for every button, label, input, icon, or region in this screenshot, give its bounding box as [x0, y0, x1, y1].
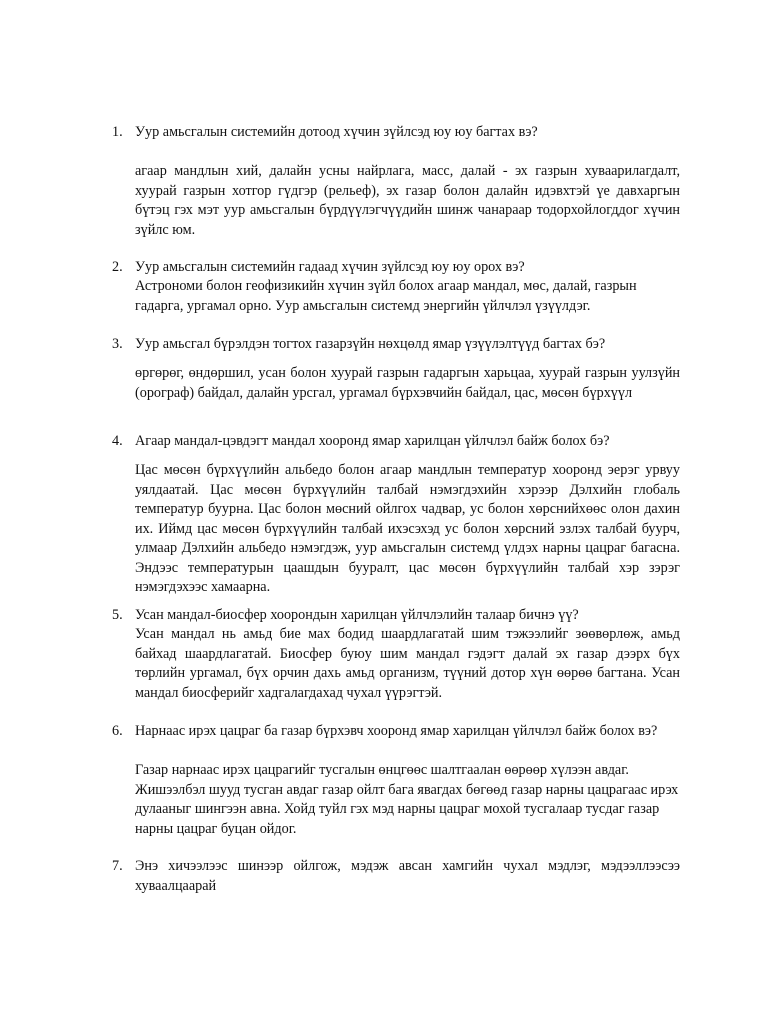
answer-text: Цас мөсөн бүрхүүлийн альбедо болон агаар мандлын температур хооронд эерэг урвуу уялдаатай. Цас мөсөн бүрхүүлийн талбай нэмэгдэхийн хэрээр Дэлхийн глобаль температур буурна. Цас болон мөсний ойлгох чадвар, ус болон хөрснийхөөс олон дахин их. Иймд цас мөсөн бүрхүүлийн талбай ихэсэхэд ус болон хөрсний эзлэх талбай буурч, улмаар Дэлхийн альбедо нэмэгдэж, уур амьсгалын системд үлдэх нарны цацраг багасна. Эндээс температурын цаашдын бууралт, цас мөсөн бүрхүүлийн талбай хэр зэрэг нэмэгдэхээс хамаарна.	[135, 462, 680, 595]
question-number: 1.	[112, 124, 123, 140]
question-text: Уур амьсгал бүрэлдэн тогтох газарзүйн нөхцөлд ямар үзүүлэлтүүд багтах бэ?	[135, 336, 606, 352]
question-text: Уур амьсгалын системийн дотоод хүчин зүйлсэд юу юу багтах вэ?	[135, 124, 538, 140]
question-number: 7.	[112, 858, 123, 874]
question-text: Агаар мандал-цэвдэгт мандал хооронд ямар харилцан үйлчлэл байж болох бэ?	[135, 433, 610, 449]
question-text: Нарнаас ирэх цацраг ба газар бүрхэвч хооронд ямар харилцан үйлчлэл байж болох вэ?	[135, 723, 658, 739]
question-number: 6.	[112, 723, 123, 739]
answer-text: Усан мандал нь амьд бие мах бодид шаардлагатай шим тэжээлийг зөөвөрлөж, амьд байхад шаардлагатай. Биосфер буюу шим мандал гэдэгт далай эх газар дээрх бүх төрлийн ургамал, бүх орчин дахь амьд организм, түүний дотор хүн өөрөө багтана. Усан мандал биосферийг хадгалагдахад чухал үүрэгтэй.	[135, 626, 680, 701]
answer-text: Газар нарнаас ирэх цацрагийг тусгалын өнцгөөс шалтгаалан өөрөөр хүлээн авдаг. Жишээлбэл шууд тусган авдаг газар ойлт бага явагдах бөгөөд газар нарны цацрагаас ирэх дулааныг шингээн авна. Хойд туйл гэх мэд нарны цацраг мохой тусгалаар тусдаг газар нарны цацраг буцан ойдог.	[135, 762, 679, 837]
question-text: Уур амьсгалын системийн гадаад хүчин зүйлсэд юу юу орох вэ?	[135, 259, 525, 275]
answer-text: агаар мандлын хий, далайн усны найрлага, масс, далай - эх газрын хуваарилагдалт, хуурай газрын хотгор гүдгэр (рельеф), эх газар болон далайн идэвхтэй үе давхаргын бүтэц гэх мэт уур амьсгалын бүрдүүлэгчүүдийн шинж чанараар тодорхойлогддог хүчин зүйлс юм.	[135, 163, 680, 238]
answer-text: Астрономи болон геофизикийн хүчин зүйл болох агаар мандал, мөс, далай, газрын гадарга, ургамал орно. Уур амьсгалын системд энергийн үйлчлэл үзүүлдэг.	[135, 278, 637, 314]
question-number: 2.	[112, 259, 123, 275]
question-number: 4.	[112, 433, 123, 449]
question-number: 5.	[112, 607, 123, 623]
answer-text: өргөрөг, өндөршил, усан болон хуурай газрын гадаргын харьцаа, хуурай газрын уулзүйн (орограф) байдал, далайн урсгал, ургамал бүрхэвчийн байдал, цас, мөсөн бүрхүүл	[135, 365, 680, 401]
question-number: 3.	[112, 336, 123, 352]
question-text: Энэ хичээлээс шинээр ойлгож, мэдэж авсан хамгийн чухал мэдлэг, мэдээллээсээ хуваалцаарай	[135, 858, 680, 894]
question-text: Усан мандал-биосфер хоорондын харилцан үйлчлэлийн талаар бичнэ үү?	[135, 607, 579, 623]
